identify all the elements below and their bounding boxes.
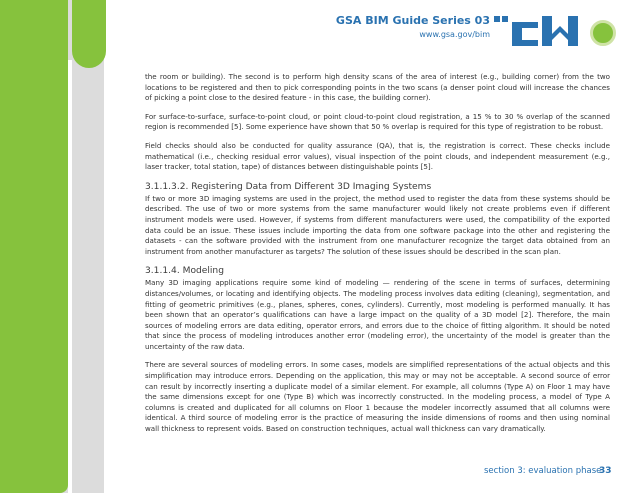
header-title: GSA BIM Guide Series 03 bbox=[335, 14, 490, 27]
left-divider bbox=[68, 60, 72, 493]
paragraph: For surface-to-surface, surface-to-point cloud, or point cloud-to-point cloud registration, a 15 % to 30 % overlap of the scanned region is recommended [5]. Some experience have shown that 50 % overlap is required for this type of registration to be robust. bbox=[145, 111, 610, 132]
gsa-logo-icon bbox=[494, 14, 586, 48]
logo-circle-icon bbox=[590, 20, 616, 46]
section-heading: 3.1.1.4. Modeling bbox=[145, 266, 224, 277]
section-heading: 3.1.1.3.2. Registering Data from Different 3D Imaging Systems bbox=[145, 181, 432, 192]
paragraph: the room or building). The second is to perform high density scans of the area of interest (e.g., building corner) from the two locations to be registered and then to pick corresponding points in the two scans (a denser point cloud will increase the chances of picking a point close to the desired feature - in this case, the building corner). bbox=[145, 72, 610, 103]
paragraph: Field checks should also be conducted for quality assurance (QA), that is, the registration is correct. These checks include mathematical (i.e., checking residual error values), visual inspection of the point clouds, and independent measurement (e.g., laser tracker, total station, tape) of distances between distinguishable points [5]. bbox=[145, 140, 610, 172]
left-green-bar bbox=[0, 0, 68, 493]
header-url: www.gsa.gov/bim bbox=[419, 30, 490, 39]
paragraph: There are several sources of modeling errors. In some cases, models are simplified representations of the actual objects and this simplification may introduce errors. Depending on the application, this may or may not be acceptable. A second source of error can result by incorrectly inserting a duplicate model of a similar element. For example, all columns (Type A) on Floor 1 may have the same dimensions except for one (Type B) which was incorrectly constructed. In the modeling process, a model of Type A columns is created and duplicated for all columns on Floor 1 because the modeler incorrectly assumed that all columns were identical. A third source of modeling error is the practice of measuring the inside dimensions of rooms and then using nominal wall thickness to represent voids. Based on construction techniques, actual wall thickness can vary dramatically. bbox=[145, 360, 610, 434]
page-body bbox=[145, 72, 610, 443]
footer-section-label: section 3: evaluation phase bbox=[484, 466, 602, 476]
page-number: 33 bbox=[599, 466, 612, 476]
paragraph: If two or more 3D imaging systems are used in the project, the method used to register the data from these systems should be described. The use of two or more systems from the same manufacturer would likely not create problems even if different instrument models were used. However, if systems from different manufacturers were used, the compatibility of the exported data could be an issue. These issues include importing the data from one software package into the other and registering the datasets - can the software provided with the instrument from one manufacturer recognize the target data obtained from an instrument from another manufacturer as targets? The solution of these issues should be described in the scan plan. bbox=[145, 193, 610, 256]
top-green-tab bbox=[72, 0, 106, 68]
paragraph: Many 3D imaging applications require some kind of modeling — rendering of the scene in terms of surfaces, determining distances/volumes, or locating and identifying objects. The modeling process involves data editing (cleaning), segmentation, and fitting of geometric primitives (e.g., planes, spheres, cones, cylinders). Currently, most modeling is performed manually. It has been shown that an operator’s qualifications can have a large impact on the quality of a 3D model [2]. Therefore, the main sources of modeling errors are data editing, operator errors, and errors due to the choice of fitting algorithm. It should be noted that since the process of modeling introduces another error (modeling error), the uncertainty of the model is greater than the uncertainty of the raw data. bbox=[145, 278, 610, 351]
